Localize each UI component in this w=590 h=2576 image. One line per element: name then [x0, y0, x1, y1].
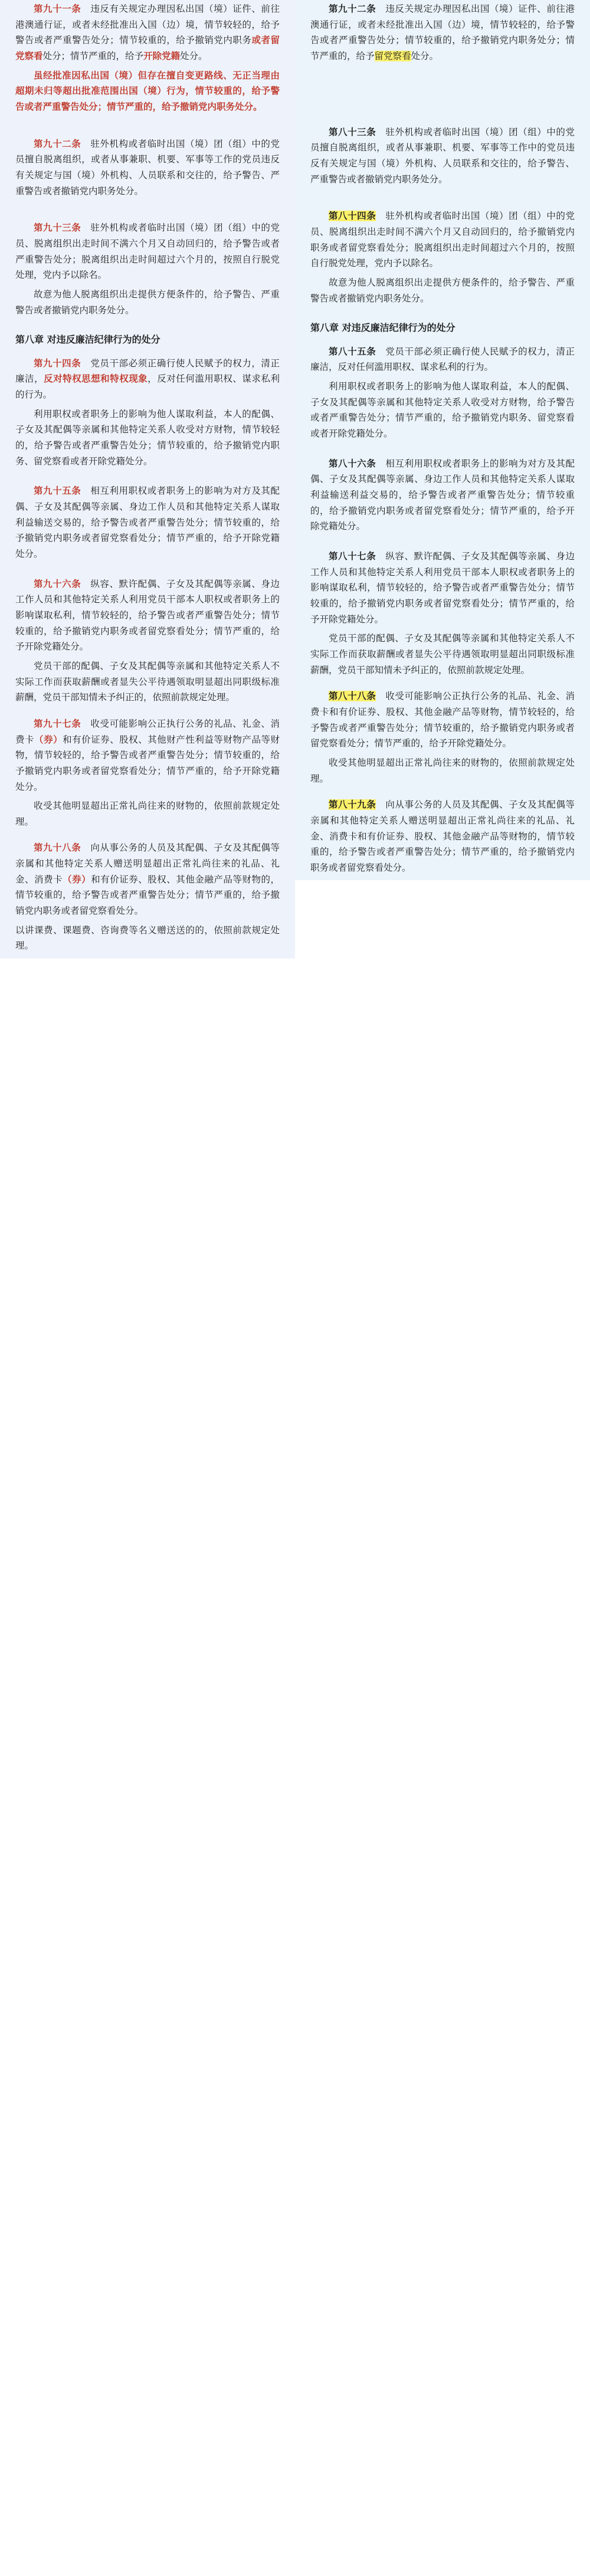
- article-84r-paragraph-1: 第八十四条 驻外机构或者临时出国（境）团（组）中的党员、脱离组织出走时间不满六个月又自动回归的，给予撤销党内职务或者留党察看处分；脱离组织出走时间超过六个月的，按照自行脱党处理，党内予以除名。: [310, 211, 575, 269]
- article-98-number: 第九十八条: [34, 842, 81, 854]
- left-column-revised-text: [0, 0, 295, 959]
- article-86r-number: 第八十六条: [329, 458, 376, 469]
- article-84r-number: 第八十四条: [329, 211, 376, 222]
- article-86r-block: [295, 455, 590, 539]
- article-84r-paragraph-2: 故意为他人脱离组织出走提供方便条件的，给予警告、严重警告或者撤销党内职务处分。: [310, 277, 575, 304]
- article-94-paragraph-1: 第九十四条 党员干部必须正确行使人民赋予的权力，清正廉洁，反对特权思想和特权现象，反对任何滥用职权、谋求私利的行为。: [15, 357, 280, 401]
- article-89r-number: 第八十九条: [329, 799, 376, 810]
- article-88r-paragraph-2: 收受其他明显超出正常礼尚往来的财物的，依照前款规定处理。: [310, 757, 575, 784]
- chapter-8-left-heading: 第八章 对违反廉洁纪律行为的处分: [15, 334, 160, 346]
- article-89r-paragraph-1: 第八十九条 向从事公务的人员及其配偶、子女及其配偶等亲属和其他特定关系人赠送明显超出正常礼尚往来的礼品、礼金、消费卡和有价证券、股权、其他金融产品等财物的，情节较重的，给予警告或者严重警告处分；情节严重的，给予撤销党内职务或者留党察看处分。: [310, 799, 575, 873]
- right-column-original-text: [295, 0, 590, 880]
- article-93-paragraph-1: 第九十三条 驻外机构或者临时出国（境）团（组）中的党员、脱离组织出走时间不满六个月又自动回归的，给予警告或者严重警告处分；脱离组织出走时间超过六个月的，按照自行脱党处理，党内予以除名。: [15, 222, 280, 281]
- article-92r-block: [295, 0, 590, 69]
- article-93-paragraph-2: 故意为他人脱离组织出走提供方便条件的，给予警告、严重警告或者撤销党内职务处分。: [15, 288, 280, 316]
- article-85r-block: [295, 343, 590, 447]
- article-91-paragraph-2: 虽经批准因私出国（境）但存在擅自变更路线、无正当理由超期未归等超出批准范围出国（境）行为，情节较重的，给予警告或者严重警告处分；情节严重的，给予撤销党内职务处分。: [15, 70, 280, 112]
- article-91-number: 第九十一条: [34, 4, 81, 14]
- article-95-block: [0, 482, 295, 566]
- article-83r-number: 第八十三条: [329, 126, 376, 137]
- chapter-8-right-heading: 第八章 对违反廉洁纪律行为的处分: [310, 322, 455, 334]
- article-87r-block: [295, 547, 590, 682]
- article-96-paragraph-1: 第九十六条 纵容、默许配偶、子女及其配偶等亲属、身边工作人员和其他特定关系人利用党员干部本人职权或者职务上的影响谋取私利，情节较轻的，给予警告或者严重警告处分；情节较重的，给予撤销党内职务或者留党察看处分；情节严重的，给予开除党籍处分。: [15, 578, 280, 652]
- article-88r-paragraph-1: 第八十八条 收受可能影响公正执行公务的礼品、礼金、消费卡和有价证券、股权、其他金融产品等财物，情节较轻的，给予警告或者严重警告处分；情节较重的，给予撤销党内职务或者留党察看处分；情节严重的，给予开除党籍处分。: [310, 691, 575, 749]
- article-85r-paragraph-2: 利用职权或者职务上的影响为他人谋取利益，本人的配偶、子女及其配偶等亲属和其他特定关系人收受对方财物，给予警告或者严重警告处分；情节严重的，给予撤销党内职务、留党察看或者开除党籍处分。: [310, 381, 575, 439]
- article-89r-block: [295, 796, 590, 880]
- article-87r-number: 第八十七条: [329, 551, 376, 562]
- article-97-paragraph-1: 第九十七条 收受可能影响公正执行公务的礼品、礼金、消费卡（券）和有价证券、股权、其他财产性利益等财物产品等财物，情节较轻的，给予警告或者严重警告处分；情节较重的，给予撤销党内职务或者留党察看处分；情节严重的，给予开除党籍处分。: [15, 718, 280, 792]
- article-92r-number: 第九十二条: [329, 4, 376, 14]
- article-98-paragraph-1: 第九十八条 向从事公务的人员及其配偶、子女及其配偶等亲属和其他特定关系人赠送明显超出正常礼尚往来的礼品、礼金、消费卡（券）和有价证券、股权、其他金融产品等财物的，情节较重的，给予警告或者严重警告处分；情节严重的，给予撤销党内职务或者留党察看处分。: [15, 842, 280, 917]
- article-94-paragraph-2: 利用职权或者职务上的影响为他人谋取利益，本人的配偶、子女及其配偶等亲属和其他特定关系人收受对方财物，情节较轻的，给予警告或者严重警告处分；情节较重的，给予撤销党内职务、留党察看或者开除党籍处分。: [15, 408, 280, 467]
- document-two-column-comparison: [0, 0, 590, 959]
- article-97-number: 第九十七条: [34, 718, 81, 729]
- article-97-block: [0, 715, 295, 835]
- article-93-block: [0, 219, 295, 323]
- article-87r-paragraph-2: 党员干部的配偶、子女及其配偶等亲属和其他特定关系人不实际工作而获取薪酬或者显失公平待遇领取明显超出同职级标准薪酬，党员干部知情未予纠正的，依照前款规定处理。: [310, 633, 575, 675]
- article-98-block: [0, 839, 295, 959]
- article-94-number: 第九十四条: [34, 357, 81, 369]
- article-83r-block: [295, 123, 590, 192]
- article-96-number: 第九十六条: [34, 578, 81, 589]
- article-88r-block: [295, 687, 590, 791]
- article-92-number: 第九十二条: [34, 138, 81, 149]
- article-87r-paragraph-1: 第八十七条 纵容、默许配偶、子女及其配偶等亲属、身边工作人员和其他特定关系人利用党员干部本人职权或者职务上的影响谋取私利，情节较轻的，给予警告或者严重警告处分；情节较重的，给予撤销党内职务或者留党察看处分；情节严重的，给予开除党籍处分。: [310, 551, 575, 625]
- article-93-number: 第九十三条: [34, 222, 81, 234]
- article-97-paragraph-2: 收受其他明显超出正常礼尚往来的财物的，依照前款规定处理。: [15, 800, 280, 827]
- article-84r-block: [295, 207, 590, 311]
- article-96-paragraph-2: 党员干部的配偶、子女及其配偶等亲属和其他特定关系人不实际工作而获取薪酬或者显失公平待遇领取明显超出同职级标准薪酬，党员干部知情未予纠正的，依照前款规定处理。: [15, 660, 280, 703]
- article-91-block: [0, 0, 295, 120]
- article-92-paragraph-1: 第九十二条 驻外机构或者临时出国（境）团（组）中的党员擅自脱离组织，或者从事兼职、机要、军事等工作的党员违反有关规定与国（境）外机构、人员联系和交往的，给予警告、严重警告或者撤销党内职务处分。: [15, 138, 280, 196]
- article-95-paragraph-1: 第九十五条 相互利用职权或者职务上的影响为对方及其配偶、子女及其配偶等亲属、身边工作人员和其他特定关系人谋取利益输送交易的，给予警告或者严重警告处分；情节较重的，给予撤销党内职务或者留党察看处分；情节严重的，给予开除党籍处分。: [15, 485, 280, 559]
- article-85r-paragraph-1: 第八十五条 党员干部必须正确行使人民赋予的权力，清正廉洁，反对任何滥用职权、谋求私利的行为。: [310, 346, 575, 373]
- article-83r-paragraph-1: 第八十三条 驻外机构或者临时出国（境）团（组）中的党员擅自脱离组织，或者从事兼职、机要、军事等工作中的党员违反有关规定与国（境）外机构、人员联系和交往的，给予警告、严重警告或者撤销党内职务处分。: [310, 126, 575, 185]
- article-92r-paragraph-1: 第九十二条 违反关规定办理因私出国（境）证件、前往港澳通行证，或者未经批准出入国（边）境，情节较轻的，给予警告或者严重警告处分；情节较重的，给予撤销党内职务处分；情节严重的，给予留党察看处分。: [310, 4, 575, 61]
- chapter-8-left-block: [0, 323, 295, 355]
- article-85r-number: 第八十五条: [329, 346, 376, 357]
- chapter-8-right-block: [295, 311, 590, 343]
- article-95-number: 第九十五条: [34, 485, 81, 497]
- article-96-block: [0, 575, 295, 710]
- article-92-block: [0, 135, 295, 204]
- article-91-paragraph-1: 第九十一条 违反有关规定办理因私出国（境）证件、前往港澳通行证，或者未经批准出入国（边）境，情节较轻的，给予警告或者严重警告处分；情节较重的，给予撤销党内职务或者留党察看处分；情节严重的，给予开除党籍处分。: [15, 4, 280, 61]
- footer-note-left: 以讲课费、课题费、咨询费等名义赠送送的的，依照前款规定处理。: [15, 924, 280, 951]
- article-86r-paragraph-1: 第八十六条 相互利用职权或者职务上的影响为对方及其配偶、子女及其配偶等亲属、身边工作人员和其他特定关系人谋取利益输送利益交易的，给予警告或者严重警告处分；情节较重的，给予撤销党内职务或者留党察看处分；情节严重的，给予开除党籍处分。: [310, 458, 575, 532]
- article-88r-number: 第八十八条: [329, 691, 376, 702]
- article-94-block: [0, 355, 295, 474]
